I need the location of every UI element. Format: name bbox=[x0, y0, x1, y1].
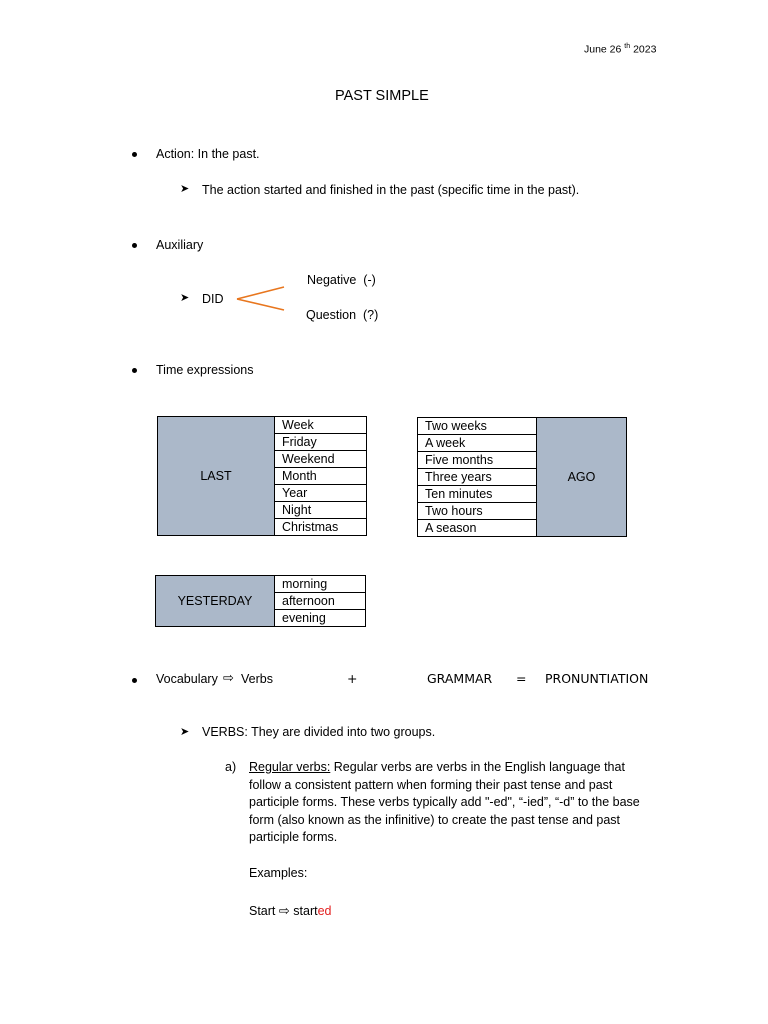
table-cell: A season bbox=[418, 520, 537, 537]
last-table bbox=[157, 416, 367, 536]
example-stem: start bbox=[293, 904, 318, 918]
table-cell: Weekend bbox=[275, 451, 367, 468]
verbs-intro: VERBS: They are divided into two groups. bbox=[202, 725, 436, 739]
grammar-label: GRAMMAR bbox=[427, 671, 493, 686]
yesterday-table bbox=[155, 575, 366, 627]
table-cell: evening bbox=[275, 610, 366, 627]
vocabulary-label: Vocabulary bbox=[156, 672, 218, 686]
verbs-label: Verbs bbox=[241, 672, 273, 686]
regular-verbs-text: Regular verbs are verbs in the English language that follow a consistent pattern when forming their past tense and past participle forms. These verbs typically add "-ed", “-ied”, “-d” to the base form (also known as the infinitive) to create the past tense and past participle forms. bbox=[249, 760, 640, 844]
ago-key-cell: AGO bbox=[537, 418, 627, 537]
example-base-verb: Start bbox=[249, 904, 276, 918]
regular-verbs-title: Regular verbs: bbox=[249, 760, 331, 774]
example-suffix: ed bbox=[317, 904, 332, 918]
bullet-dot-icon bbox=[132, 678, 137, 683]
time-expressions-label: Time expressions bbox=[156, 363, 254, 377]
document-date bbox=[584, 43, 656, 56]
table-cell: morning bbox=[275, 576, 366, 593]
arrowhead-bullet-icon: ➤ bbox=[180, 726, 190, 738]
date-suffix: th bbox=[624, 43, 631, 50]
yesterday-key-cell: YESTERDAY bbox=[156, 576, 275, 627]
equals-sign: = bbox=[516, 671, 527, 686]
right-outline-arrow-icon: ⇨ bbox=[223, 670, 234, 685]
table-cell: Ten minutes bbox=[418, 486, 537, 503]
right-outline-arrow-icon: ⇨ bbox=[278, 903, 290, 918]
regular-verbs-paragraph bbox=[249, 759, 649, 847]
table-cell: afternoon bbox=[275, 593, 366, 610]
table-cell: Year bbox=[275, 485, 367, 502]
arrowhead-bullet-icon: ➤ bbox=[180, 183, 190, 195]
table-cell: Friday bbox=[275, 434, 367, 451]
did-label: DID bbox=[202, 292, 224, 306]
page-title: PAST SIMPLE bbox=[335, 88, 429, 104]
negative-label: Negative (-) bbox=[307, 273, 376, 287]
example-past-verb bbox=[293, 904, 331, 918]
last-key-cell: LAST bbox=[158, 417, 275, 536]
example-row bbox=[249, 903, 332, 919]
table-cell: Week bbox=[275, 417, 367, 434]
arrowhead-bullet-icon: ➤ bbox=[180, 292, 190, 304]
list-letter: a) bbox=[225, 760, 237, 774]
table-cell: A week bbox=[418, 435, 537, 452]
table-cell: Three years bbox=[418, 469, 537, 486]
plus-sign: + bbox=[347, 671, 358, 686]
bullet-dot-icon bbox=[132, 152, 137, 157]
date-year: 2023 bbox=[633, 43, 657, 56]
bullet-dot-icon bbox=[132, 368, 137, 373]
examples-label: Examples: bbox=[249, 866, 308, 880]
table-cell: Two weeks bbox=[418, 418, 537, 435]
bullet-dot-icon bbox=[132, 243, 137, 248]
action-detail: The action started and finished in the past (specific time in the past). bbox=[202, 183, 580, 197]
branch-lines-icon bbox=[234, 284, 294, 318]
auxiliary-label: Auxiliary bbox=[156, 238, 204, 252]
table-cell: Month bbox=[275, 468, 367, 485]
action-label: Action: In the past. bbox=[156, 147, 260, 161]
ago-table bbox=[417, 417, 627, 537]
table-cell: Two hours bbox=[418, 503, 537, 520]
date-day: June 26 bbox=[584, 43, 622, 56]
table-cell: Five months bbox=[418, 452, 537, 469]
table-cell: Christmas bbox=[275, 519, 367, 536]
question-label: Question (?) bbox=[306, 308, 379, 322]
table-cell: Night bbox=[275, 502, 367, 519]
pronunciation-label: PRONUNTIATION bbox=[545, 671, 649, 686]
